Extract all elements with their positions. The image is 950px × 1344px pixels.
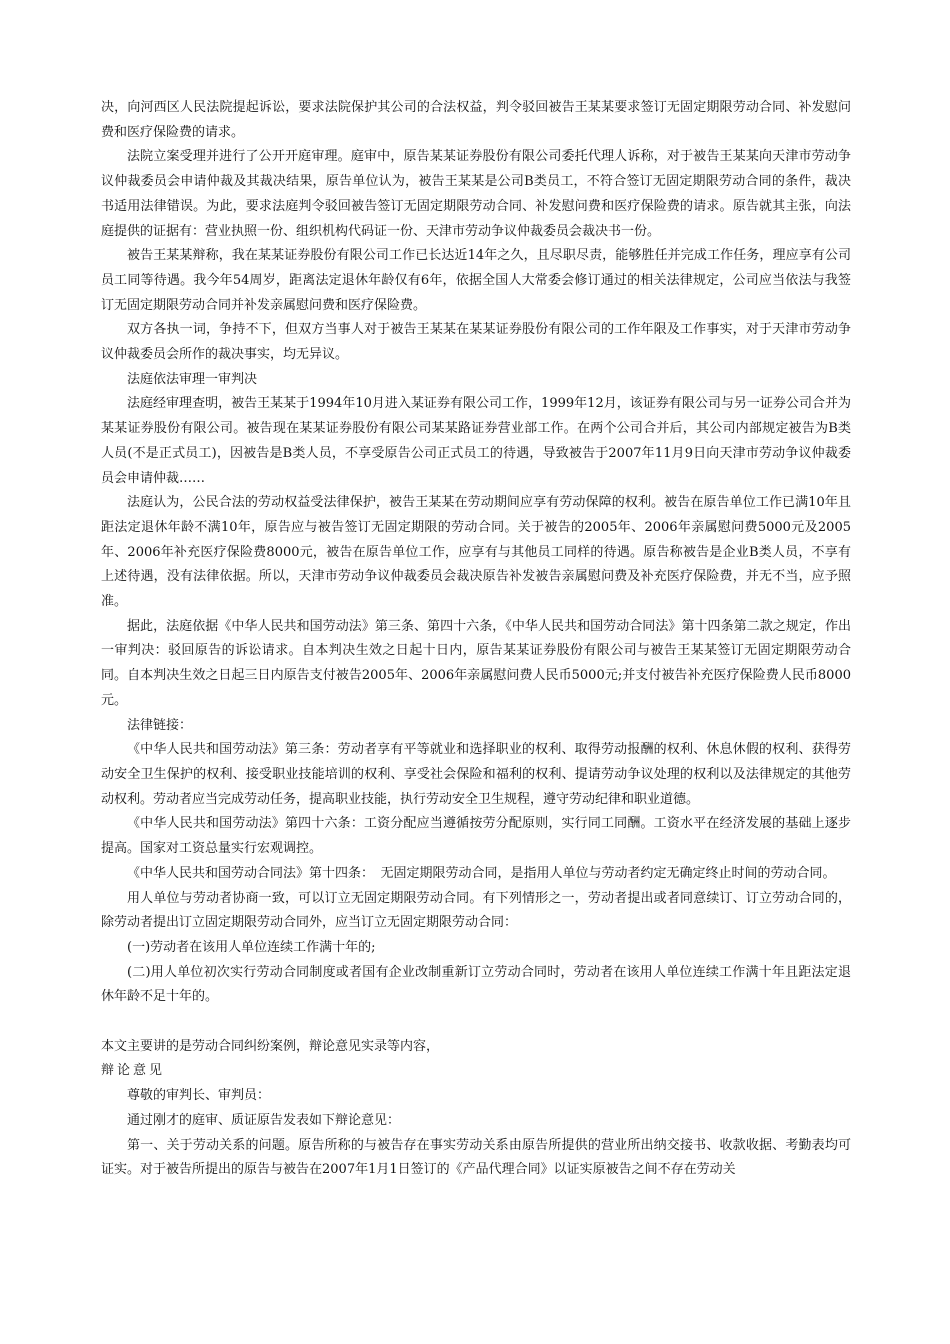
blank-line xyxy=(101,1010,851,1035)
paragraph: 通过刚才的庭审、质证原告发表如下辩论意见： xyxy=(127,1112,401,1128)
list-item: (一)劳动者在该用人单位连续工作满十年的; xyxy=(127,939,376,955)
body-section-1 xyxy=(101,96,851,1010)
paragraph: 据此，法庭依据《中华人民共和国劳动法》第三条、第四十六条，《中华人民共和国劳动合同法》第十四条第二款之规定，作出一审判决：驳回原告的诉讼请求。自本判决生效之日起十日内，原告某某证券股份有限公司与被告王某某签订无固定期限劳动合同。自本判决生效之日起三日内原告支付被告2005年、2006年亲属慰问费人民币5000元;并支付被告补充医疗保险费人民币8000元。 xyxy=(101,618,851,708)
paragraph: 被告王某某辩称，我在某某证券股份有限公司工作已长达近14年之久，且尽职尽责，能够胜任并完成工作任务，理应享有公司员工同等待遇。我今年54周岁，距离法定退休年龄仅有6年，依据全国人大常委会修订通过的相关法律规定，公司应当依法与我签订无固定期限劳动合同并补发亲属慰问费和医疗保险费。 xyxy=(101,248,851,313)
summary-line: 本文主要讲的是劳动合同纠纷案例，辩论意见实录等内容， xyxy=(101,1038,440,1054)
law-link-label: 法律链接： xyxy=(127,717,193,733)
paragraph: 法庭经审理查明，被告王某某于1994年10月进入某证券有限公司工作，1999年12月，该证券有限公司与另一证券公司合并为某某证券股份有限公司。被告现在某某证券股份有限公司某某路证券营业部工作。在两个公司合并后，其公司内部规定被告为B类人员(不是正式员工)，因被告是B类人员，不享受原告公司正式员工的待遇，导致被告于2007年11月9日向天津市劳动争议仲裁委员会申请仲裁…… xyxy=(101,396,851,486)
paragraph: 《中华人民共和国劳动法》第四十六条：工资分配应当遵循按劳分配原则，实行同工同酬。工资水平在经济发展的基础上逐步提高。国家对工资总量实行宏观调控。 xyxy=(101,816,851,857)
list-item: (二)用人单位初次实行劳动合同制度或者国有企业改制重新订立劳动合同时，劳动者在该用人单位连续工作满十年且距法定退休年龄不足十年的。 xyxy=(101,964,851,1005)
document-page xyxy=(101,96,851,1183)
paragraph: 法院立案受理并进行了公开开庭审理。庭审中，原告某某证券股份有限公司委托代理人诉称，对于被告王某某向天津市劳动争议仲裁委员会申请仲裁及其裁决结果，原告单位认为，被告王某某是公司B类员工，不符合签订无固定期限劳动合同的条件，裁决书适用法律错误。为此，要求法庭判令驳回被告签订无固定期限劳动合同、补发慰问费和医疗保险费的请求。原告就其主张，向法庭提供的证据有：营业执照一份、组织机构代码证一份、天津市劳动争议仲裁委员会裁决书一份。 xyxy=(101,149,851,239)
paragraph: 决，向河西区人民法院提起诉讼，要求法院保护其公司的合法权益，判令驳回被告王某某要求签订无固定期限劳动合同、补发慰问费和医疗保险费的请求。 xyxy=(101,100,851,140)
salutation: 尊敬的审判长、审判员： xyxy=(127,1088,271,1104)
paragraph: 用人单位与劳动者协商一致，可以订立无固定期限劳动合同。有下列情形之一，劳动者提出或者同意续订、订立劳动合同的，除劳动者提出订立固定期限劳动合同外，应当订立无固定期限劳动合同： xyxy=(101,890,851,931)
paragraph: 《中华人民共和国劳动法》第三条：劳动者享有平等就业和选择职业的权利、取得劳动报酬的权利、休息休假的权利、获得劳动安全卫生保护的权利、接受职业技能培训的权利、享受社会保险和福利的权利、提请劳动争议处理的权利以及法律规定的其他劳动权利。劳动者应当完成劳动任务，提高职业技能，执行劳动安全卫生规程，遵守劳动纪律和职业道德。 xyxy=(101,742,851,807)
section-subtitle: 法庭依法审理一审判决 xyxy=(127,371,258,387)
body-section-2 xyxy=(101,1084,851,1183)
paragraph: 双方各执一词，争持不下，但双方当事人对于被告王某某在某某证券股份有限公司的工作年限及工作事实，对于天津市劳动争议仲裁委员会所作的裁决事实，均无异议。 xyxy=(101,322,851,363)
section-heading: 辩论意见 xyxy=(101,1063,166,1079)
paragraph: 法庭认为，公民合法的劳动权益受法律保护，被告王某某在劳动期间应享有劳动保障的权利。被告在原告单位工作已满10年且距法定退休年龄不满10年，原告应与被告签订无固定期限的劳动合同。关于被告的2005年、2006年亲属慰问费5000元及2005年、2006年补充医疗保险费8000元，被告在原告单位工作，应享有与其他员工同样的待遇。原告称被告是企业B类人员，不享有上述待遇，没有法律依据。所以，天津市劳动争议仲裁委员会裁决原告补发被告亲属慰问费及补充医疗保险费，并无不当，应予照准。 xyxy=(101,495,851,610)
paragraph: 《中华人民共和国劳动合同法》第十四条： 无固定期限劳动合同，是指用人单位与劳动者约定无确定终止时间的劳动合同。 xyxy=(127,865,836,881)
paragraph: 第一、关于劳动关系的问题。原告所称的与被告存在事实劳动关系由原告所提供的营业所出纳交接书、收款收据、考勤表均可证实。对于被告所提出的原告与被告在2007年1月1日签订的《产品代理合同》以证实原被告之间不存在劳动关 xyxy=(101,1137,851,1178)
